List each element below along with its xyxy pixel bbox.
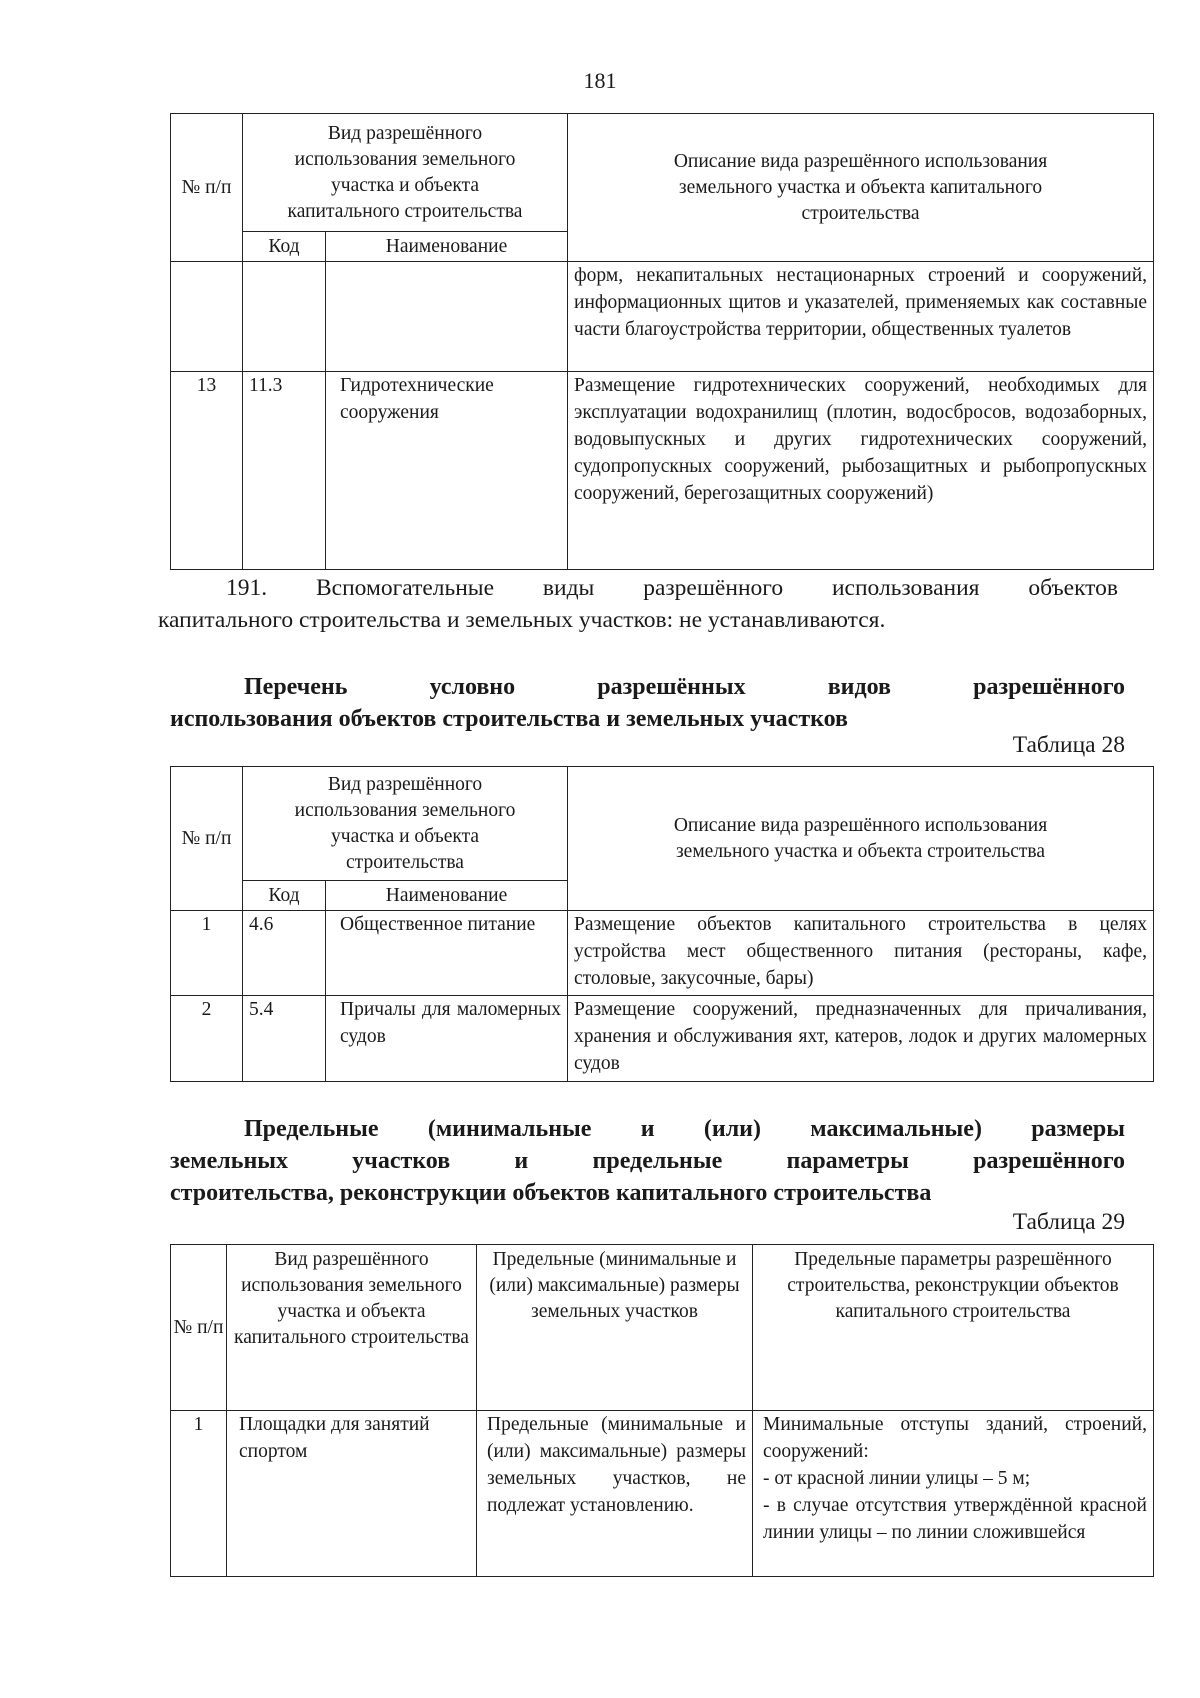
table-29 xyxy=(170,1244,1154,1577)
heading-29-line3: строительства, реконструкции объектов капитального строительства xyxy=(170,1180,932,1206)
header-num-text: № п/п xyxy=(181,176,232,198)
header-opisanie xyxy=(568,114,1154,262)
header-params: Предельные параметры разрешённого строительства, реконструкции объектов капитального строительства xyxy=(753,1245,1154,1411)
header-sizes: Предельные (минимальные и (или) максимальные) размеры земельных участков xyxy=(477,1245,753,1411)
header-vid-line: участка и объекта xyxy=(331,825,479,847)
row-params-line: - в случае отсутствия утверждённой красной линии улицы – по линии сложившейся xyxy=(763,1495,1147,1543)
row-name: Общественное питание xyxy=(326,911,568,996)
page-number: 181 xyxy=(583,68,617,93)
header-vid-line: использования земельного xyxy=(294,148,516,170)
row-sizes: Предельные (минимальные и (или) максимальные) размеры земельных участков, не подлежат установлению. xyxy=(477,1411,753,1577)
row-code: 4.6 xyxy=(243,911,326,996)
table-row xyxy=(171,372,1154,570)
row-name xyxy=(326,262,568,372)
row-code xyxy=(243,262,326,372)
header-vid-line: участка и объекта xyxy=(331,174,479,196)
header-num-text: № п/п xyxy=(181,827,232,849)
caption-table-29: Таблица 29 xyxy=(1012,1209,1125,1235)
header-vid xyxy=(243,114,568,232)
header-opisanie xyxy=(568,767,1154,911)
heading-29-line2: земельных участков и предельные параметры разрешённого xyxy=(170,1148,1125,1174)
table-row xyxy=(171,911,1154,996)
row-params-line: - от красной линии улицы – 5 м; xyxy=(763,1468,1031,1489)
header-num xyxy=(171,767,243,911)
row-num: 2 xyxy=(171,996,243,1082)
header-naimenovanie: Наименование xyxy=(326,881,568,911)
row-num: 13 xyxy=(171,372,243,570)
row-params-line: Минимальные отступы зданий, строений, сооружений: xyxy=(763,1414,1147,1462)
header-opisanie-line: земельного участка и объекта капитального xyxy=(678,176,1043,198)
header-kod: Код xyxy=(243,232,326,262)
row-name: Гидротехнические сооружения xyxy=(326,372,568,570)
header-vid: Вид разрешённого использования земельного участка и объекта капитального строительства xyxy=(227,1245,477,1411)
header-vid-line: строительства xyxy=(346,851,464,873)
row-code: 11.3 xyxy=(243,372,326,570)
heading-28-line2: использования объектов строительства и земельных участков xyxy=(170,706,848,732)
land-use-table-continued xyxy=(170,113,1154,570)
row-description: Размещение объектов капитального строительства в целях устройства мест общественного питания (рестораны, кафе, столовые, закусочные, бары) xyxy=(568,911,1154,996)
header-vid-line: капитального строительства xyxy=(287,200,523,222)
row-num xyxy=(171,262,243,372)
header-num xyxy=(171,1245,227,1411)
table-row xyxy=(171,1411,1154,1577)
row-description: форм, некапитальных нестационарных строений и сооружений, информационных щитов и указателей, применяемых как составные части благоустройства территории, общественных туалетов xyxy=(568,262,1154,372)
row-description: Размещение сооружений, предназначенных для причаливания, хранения и обслуживания яхт, катеров, лодок и других маломерных судов xyxy=(568,996,1154,1082)
table-28 xyxy=(170,766,1154,1082)
paragraph-191 xyxy=(158,572,1118,636)
row-name: Причалы для маломерных судов xyxy=(326,996,568,1082)
table-row xyxy=(171,996,1154,1082)
row-code: 5.4 xyxy=(243,996,326,1082)
heading-table-28 xyxy=(170,671,1125,735)
paragraph-191-line1: 191. Вспомогательные виды разрешённого использования объектов xyxy=(226,575,1118,601)
header-num-text: № п/п xyxy=(173,1316,224,1338)
header-vid-line: Вид разрешённого xyxy=(327,122,483,144)
row-num: 1 xyxy=(171,911,243,996)
header-opisanie-line: строительства xyxy=(801,202,920,224)
heading-table-29 xyxy=(170,1113,1125,1209)
header-opisanie-line: земельного участка и объекта строительства xyxy=(675,840,1046,862)
heading-28-line1: Перечень условно разрешённых видов разрешённого xyxy=(244,674,1125,700)
header-num xyxy=(171,114,243,262)
header-vid-line: Вид разрешённого xyxy=(327,773,483,795)
row-num: 1 xyxy=(171,1411,227,1577)
caption-table-28: Таблица 28 xyxy=(1012,732,1125,758)
row-description: Размещение гидротехнических сооружений, необходимых для эксплуатации водохранилищ (плотин, водосбросов, водозаборных, водовыпускных и других гидротехнических сооружений, судопропускных сооружений, рыбозащитных и рыбопропускных сооружений, берегозащитных сооружений) xyxy=(568,372,1154,570)
paragraph-191-line2: капитального строительства и земельных участков: не устанавливаются. xyxy=(158,607,886,633)
header-naimenovanie: Наименование xyxy=(326,232,568,262)
header-kod: Код xyxy=(243,881,326,911)
heading-29-line1: Предельные (минимальные и (или) максимальные) размеры xyxy=(244,1116,1125,1142)
row-vid: Площадки для занятий спортом xyxy=(227,1411,477,1577)
header-vid-line: использования земельного xyxy=(294,799,516,821)
table-row xyxy=(171,262,1154,372)
table-29-header-row xyxy=(171,1245,1154,1411)
row-params xyxy=(753,1411,1154,1577)
header-opisanie-line: Описание вида разрешённого использования xyxy=(673,814,1048,836)
header-vid xyxy=(243,767,568,881)
header-opisanie-line: Описание вида разрешённого использования xyxy=(673,150,1048,172)
